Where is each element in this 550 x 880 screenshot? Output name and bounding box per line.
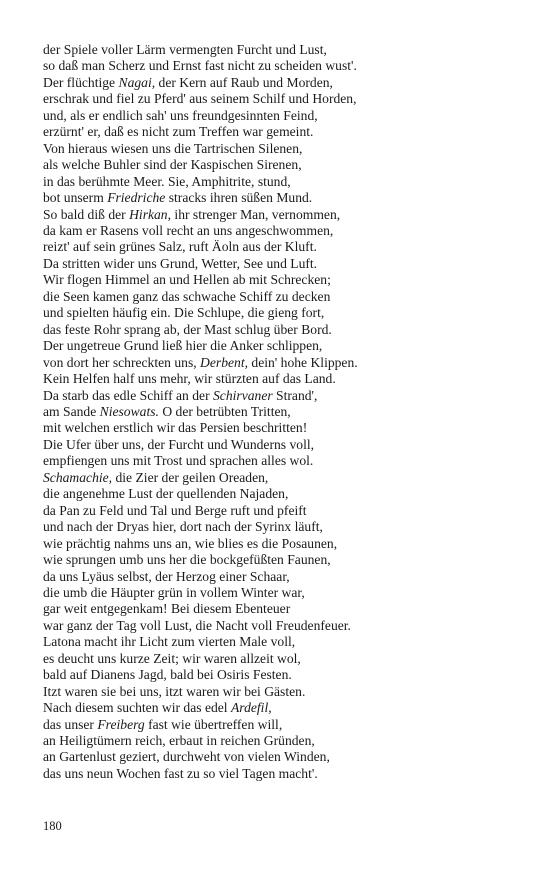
line-text: die umb die Häupter grün in vollem Winter war, <box>43 584 305 600</box>
line-text: die angenehme Lust der quellenden Najaden, <box>43 486 289 502</box>
line-text: die Seen kamen ganz das schwache Schiff zu decken <box>43 288 331 304</box>
line-text: Wir flogen Himmel an und Hellen ab mit Schrecken; <box>43 272 331 288</box>
page-number: 180 <box>43 819 62 833</box>
line-text: Kein Helfen half uns mehr, wir stürzten auf das Land. <box>43 371 336 387</box>
line-text: da kam er Rasens voll recht an uns angeschwommen, <box>43 222 334 238</box>
poem-line <box>43 157 538 173</box>
poem-line <box>43 536 538 552</box>
poem-text <box>43 42 538 782</box>
line-text: erschrak und fiel zu Pferd' aus seinem Schilf und Horden, <box>43 91 357 107</box>
poem-line <box>43 91 538 107</box>
poem-line <box>43 437 538 453</box>
line-text: Da stritten wider uns Grund, Wetter, See und Luft. <box>43 255 318 271</box>
poem-line <box>43 141 538 157</box>
line-text: der Spiele voller Lärm vermengten Furcht und Lust, <box>43 42 327 57</box>
line-text: Da starb das edle Schiff an der <box>43 387 213 403</box>
line-text: wie sprungen umb uns her die bockgefüßten Faunen, <box>43 552 331 568</box>
line-text: am Sande <box>43 403 100 419</box>
italic-name: Nagai, <box>118 74 156 90</box>
line-text: erzürnt' er, daß es nicht zum Treffen war gemeint. <box>43 124 314 140</box>
line-text: das unser <box>43 716 98 732</box>
line-text: O der betrübten Tritten, <box>158 403 291 419</box>
line-text: fast wie übertreffen will, <box>144 716 283 732</box>
line-text: in das berühmte Meer. Sie, Amphitrite, stund, <box>43 173 291 189</box>
line-text: an Gartenlust geziert, durchweht von vielen Winden, <box>43 749 330 765</box>
poem-line <box>43 601 538 617</box>
line-text: das feste Rohr sprang ab, der Mast schlug über Bord. <box>43 321 332 337</box>
poem-line <box>43 223 538 239</box>
line-text: war ganz der Tag voll Lust, die Nacht voll Freudenfeuer. <box>43 617 351 633</box>
poem-line <box>43 749 538 765</box>
line-text: es deucht uns kurze Zeit; wir waren allzeit wol, <box>43 650 301 666</box>
poem-line <box>43 552 538 568</box>
poem-line <box>43 404 538 420</box>
poem-line <box>43 256 538 272</box>
poem-line <box>43 124 538 140</box>
poem-line <box>43 239 538 255</box>
italic-name: Schirvaner <box>213 387 273 403</box>
line-text: die Zier der geilen Oreaden, <box>112 469 269 485</box>
poem-line <box>43 634 538 650</box>
poem-line <box>43 651 538 667</box>
italic-name: Freiberg <box>97 716 145 732</box>
poem-line <box>43 569 538 585</box>
poem-line <box>43 470 538 486</box>
poem-line <box>43 717 538 733</box>
poem-line <box>43 289 538 305</box>
line-text: Latona macht ihr Licht zum vierten Male voll, <box>43 634 296 650</box>
poem-line <box>43 272 538 288</box>
poem-line <box>43 667 538 683</box>
line-text: gar weit entgegenkam! Bei diesem Ebenteuer <box>43 601 291 617</box>
line-text: von dort her schreckten uns, <box>43 354 201 370</box>
poem-line <box>43 453 538 469</box>
line-text: ihr strenger Man, vernommen, <box>171 206 341 222</box>
line-text: So bald diß der <box>43 206 130 222</box>
poem-line <box>43 733 538 749</box>
poem-line <box>43 75 538 91</box>
line-text: Der flüchtige <box>43 74 119 90</box>
poem-line <box>43 503 538 519</box>
line-text: da Pan zu Feld und Tal und Berge ruft und pfeift <box>43 502 307 518</box>
line-text: und nach der Dryas hier, dort nach der Syrinx läuft, <box>43 519 323 535</box>
poem-line <box>43 338 538 354</box>
line-text: bot unserm <box>43 190 108 206</box>
line-text: Itzt waren sie bei uns, itzt waren wir bei Gästen. <box>43 683 306 699</box>
poem-line <box>43 58 538 74</box>
italic-name: Derbent, <box>200 354 248 370</box>
line-text: Strand', <box>272 387 318 403</box>
line-text: bald auf Dianens Jagd, bald bei Osiris Festen. <box>43 667 292 683</box>
poem-line <box>43 420 538 436</box>
line-text: als welche Buhler sind der Kaspischen Sirenen, <box>43 157 302 173</box>
line-text: und, als er endlich sah' uns freundgesinnten Feind, <box>43 107 318 123</box>
line-text: da uns Lyäus selbst, der Herzog einer Schaar, <box>43 568 290 584</box>
poem-line <box>43 700 538 716</box>
italic-name: Schamachie, <box>43 469 113 485</box>
line-text: Der ungetreue Grund ließ hier die Anker schlippen, <box>43 338 323 354</box>
poem-line <box>43 355 538 371</box>
poem-line <box>43 174 538 190</box>
line-text: Von hieraus wiesen uns die Tartrischen Silenen, <box>43 140 303 156</box>
line-text: das uns neun Wochen fast zu so viel Tagen macht'. <box>43 765 318 781</box>
poem-line <box>43 322 538 338</box>
poem-line <box>43 519 538 535</box>
poem-line <box>43 207 538 223</box>
poem-line <box>43 42 538 58</box>
line-text: Nach diesem suchten wir das edel <box>43 700 231 716</box>
line-text: und spielten häufig ein. Die Schlupe, die gieng fort, <box>43 305 325 321</box>
line-text: wie prächtig nahms uns an, wie blies es die Posaunen, <box>43 535 338 551</box>
poem-line <box>43 585 538 601</box>
line-text: Die Ufer über uns, der Furcht und Wunderns voll, <box>43 436 315 452</box>
italic-name: Ardefil, <box>230 700 272 716</box>
line-text: der Kern auf Raub und Morden, <box>155 74 333 90</box>
italic-name: Hirkan, <box>129 206 172 222</box>
poem-line <box>43 766 538 782</box>
poem-line <box>43 371 538 387</box>
italic-name: Niesowats. <box>99 403 159 419</box>
line-text: reizt' auf sein grünes Salz, ruft Äoln aus der Kluft. <box>43 239 317 255</box>
line-text: stracks ihren süßen Mund. <box>165 190 313 206</box>
italic-name: Friedriche <box>107 190 166 206</box>
poem-line <box>43 684 538 700</box>
poem-line <box>43 388 538 404</box>
line-text: an Heiligtümern reich, erbaut in reichen Gründen, <box>43 733 315 749</box>
line-text: so daß man Scherz und Ernst fast nicht zu scheiden wust'. <box>43 58 357 74</box>
poem-line <box>43 190 538 206</box>
line-text: empfiengen uns mit Trost und sprachen alles wol. <box>43 453 314 469</box>
line-text: mit welchen erstlich wir das Persien beschritten! <box>43 420 308 436</box>
line-text: dein' hohe Klippen. <box>248 354 358 370</box>
poem-line <box>43 108 538 124</box>
poem-line <box>43 486 538 502</box>
poem-line <box>43 305 538 321</box>
poem-line <box>43 618 538 634</box>
